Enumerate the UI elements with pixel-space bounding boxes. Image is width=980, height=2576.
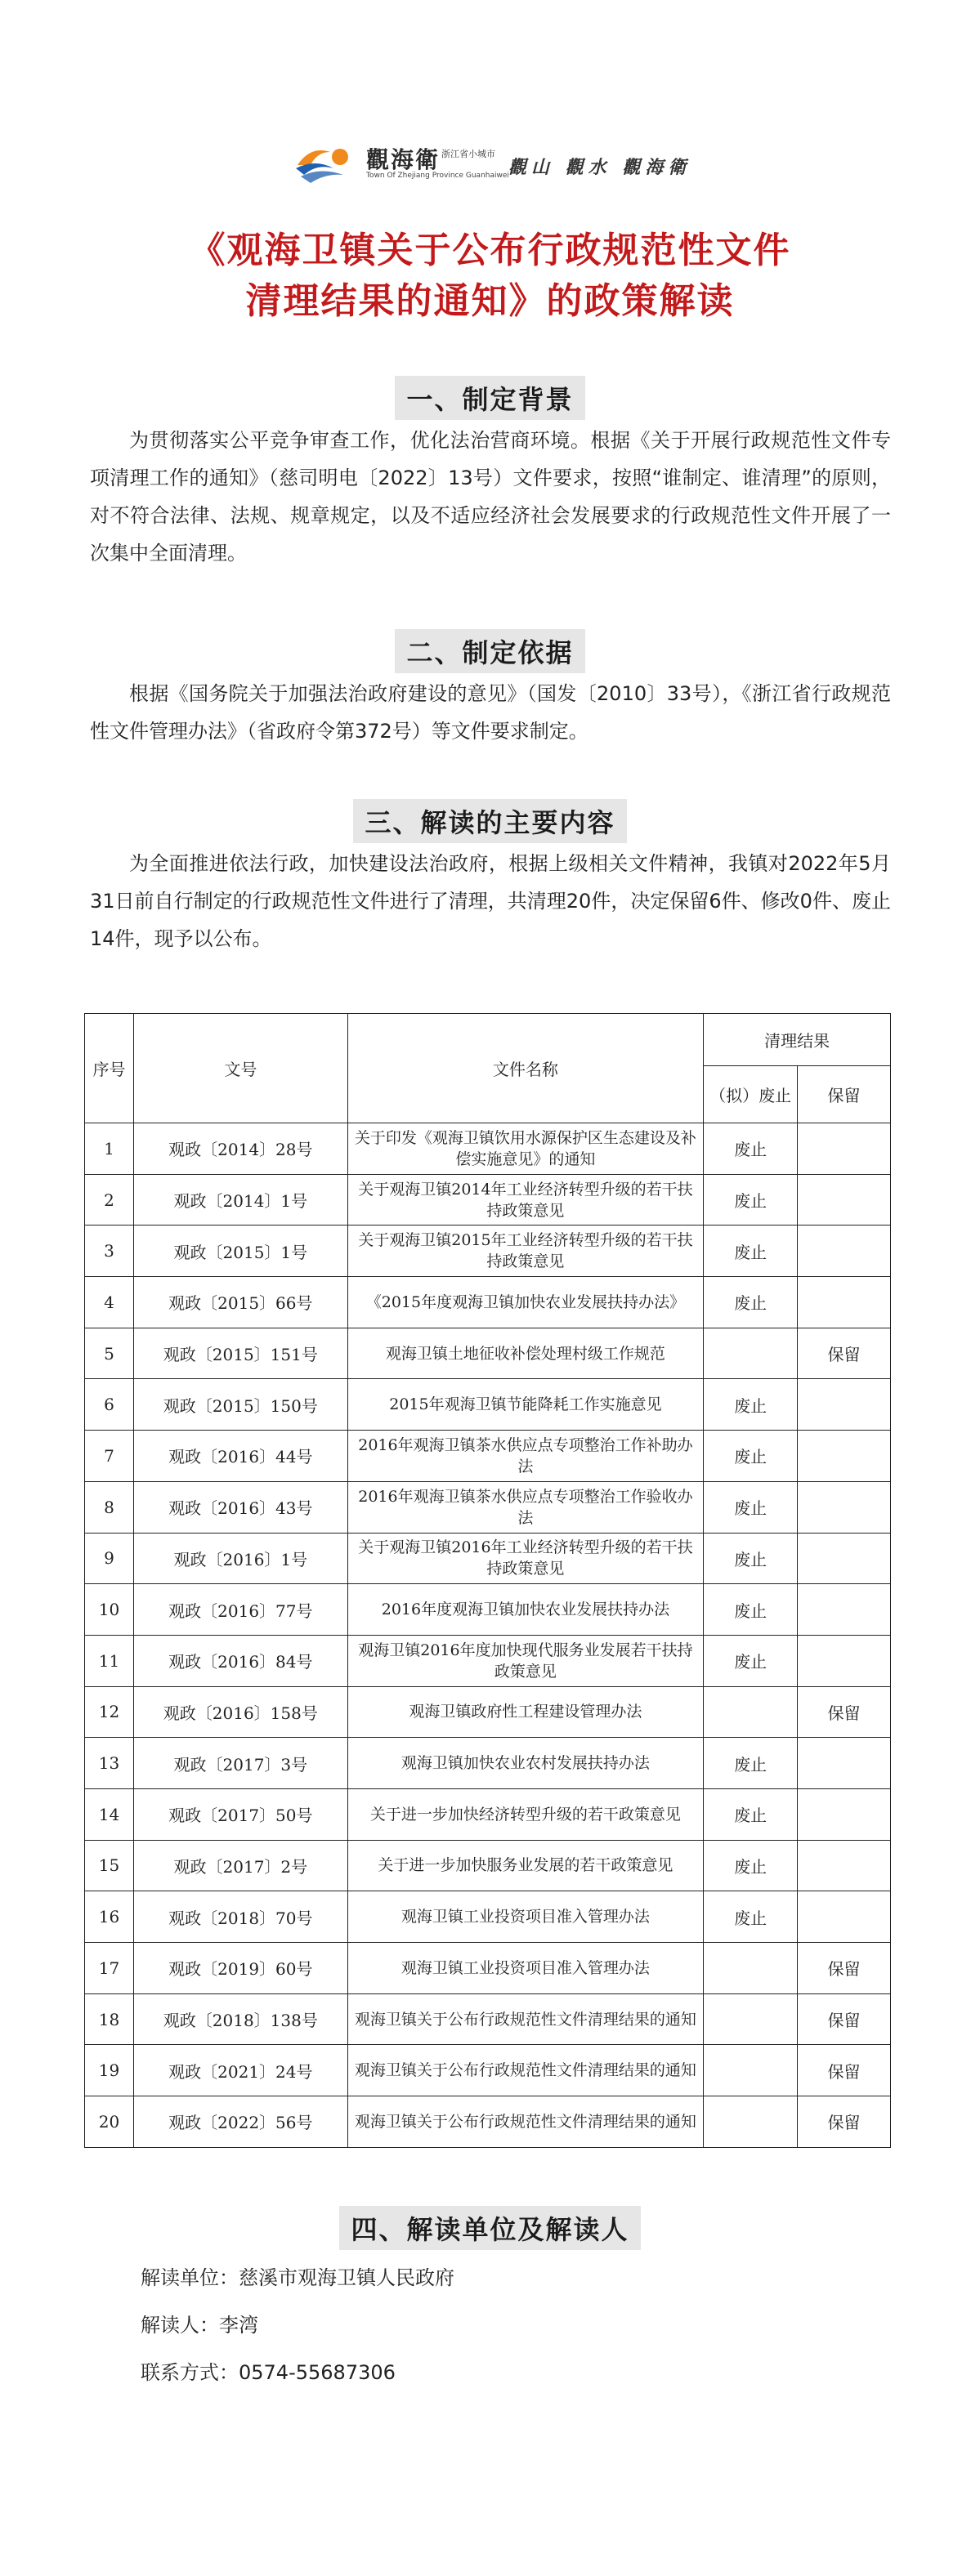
table-row [85,1379,891,1431]
table-row [85,1891,891,1943]
page-title-line1: 《观海卫镇关于公布行政规范性文件 [189,230,791,271]
cleanup-results-table [84,1013,891,2148]
row-abolish: 废止 [704,1533,798,1584]
row-no: 13 [85,1738,134,1789]
logo-bar [0,131,980,196]
row-file-name: 关于观海卫镇2015年工业经济转型升级的若干扶持政策意见 [347,1225,703,1277]
table-row [85,1993,891,2045]
row-doc-number: 观政〔2019〕60号 [133,1943,347,1994]
row-file-name: 2016年观海卫镇茶水供应点专项整治工作验收办法 [347,1481,703,1533]
table-row [85,1225,891,1277]
row-doc-number: 观政〔2016〕43号 [133,1481,347,1533]
row-keep [798,1431,891,1482]
row-no: 7 [85,1431,134,1482]
row-abolish: 废止 [704,1840,798,1891]
row-no: 8 [85,1481,134,1533]
row-abolish [704,2096,798,2148]
row-no: 20 [85,2096,134,2148]
row-file-name: 《2015年度观海卫镇加快农业发展扶持办法》 [347,1277,703,1328]
row-abolish: 废止 [704,1635,798,1686]
row-abolish: 废止 [704,1584,798,1636]
row-keep [798,1738,891,1789]
row-abolish: 废止 [704,1481,798,1533]
row-no: 18 [85,1993,134,2045]
row-keep: 保留 [798,2045,891,2096]
row-file-name: 观海卫镇关于公布行政规范性文件清理结果的通知 [347,2045,703,2096]
row-keep [798,1277,891,1328]
row-file-name: 观海卫镇加快农业农村发展扶持办法 [347,1738,703,1789]
row-keep: 保留 [798,1686,891,1738]
row-abolish: 废止 [704,1277,798,1328]
row-keep: 保留 [798,1328,891,1379]
table-row [85,1635,891,1686]
row-no: 16 [85,1891,134,1943]
row-doc-number: 观政〔2016〕1号 [133,1533,347,1584]
row-doc-number: 观政〔2014〕28号 [133,1123,347,1175]
row-abolish: 废止 [704,1891,798,1943]
row-doc-number: 观政〔2015〕150号 [133,1379,347,1431]
table-row [85,1738,891,1789]
table-row [85,1328,891,1379]
table-row [85,1840,891,1891]
section-1-text: 为贯彻落实公平竞争审查工作，优化法治营商环境。根据《关于开展行政规范性文件专项清理工作的通知》（慈司明电〔2022〕13号）文件要求，按照“谁制定、谁清理”的原则，对不符合法律、法规、规章规定，以及不适应经济社会发展要求的行政规范性文件开展了一次集中全面清理。 [90,429,891,565]
row-no: 14 [85,1788,134,1840]
row-doc-number: 观政〔2018〕70号 [133,1891,347,1943]
slogan: 觀山 觀水 觀海衛 [508,157,691,178]
section-1-heading: 一、制定背景 [395,376,584,420]
row-no: 3 [85,1225,134,1277]
table-row [85,1584,891,1636]
town-logo-icon [293,141,358,186]
section-heading-interpreter [0,2206,980,2250]
row-abolish: 废止 [704,1379,798,1431]
row-abolish: 废止 [704,1123,798,1175]
row-doc-number: 观政〔2016〕158号 [133,1686,347,1738]
row-keep [798,1379,891,1431]
interpreter-person: 解读人：李湾 [141,2314,258,2337]
section-4-heading: 四、解读单位及解读人 [339,2206,640,2250]
interpreter-contact: 联系方式：0574-55687306 [141,2361,396,2384]
section-1-body [90,422,891,572]
row-file-name: 观海卫镇关于公布行政规范性文件清理结果的通知 [347,1993,703,2045]
row-file-name: 2016年度观海卫镇加快农业发展扶持办法 [347,1584,703,1636]
row-file-name: 2015年观海卫镇节能降耗工作实施意见 [347,1379,703,1431]
section-2-body [90,675,891,750]
row-keep [798,1840,891,1891]
row-no: 15 [85,1840,134,1891]
logo-name: 觀海衛 [366,146,441,173]
row-no: 12 [85,1686,134,1738]
row-no: 17 [85,1943,134,1994]
table-row [85,1788,891,1840]
table-row [85,2045,891,2096]
table-row [85,1431,891,1482]
row-file-name: 关于印发《观海卫镇饮用水源保护区生态建设及补偿实施意见》的通知 [347,1123,703,1175]
row-doc-number: 观政〔2015〕151号 [133,1328,347,1379]
header-keep: 保留 [798,1066,891,1123]
table-row [85,1481,891,1533]
section-3-text: 为全面推进依法行政，加快建设法治政府，根据上级相关文件精神，我镇对2022年5月31日前自行制定的行政规范性文件进行了清理，共清理20件，决定保留6件、修改0件、废止14件，现予以公布。 [90,852,891,950]
row-no: 5 [85,1328,134,1379]
row-file-name: 观海卫镇工业投资项目准入管理办法 [347,1891,703,1943]
row-abolish [704,2045,798,2096]
row-abolish [704,1993,798,2045]
header-doc-number: 文号 [133,1014,347,1123]
header-abolish: （拟）废止 [704,1066,798,1123]
table-row [85,1174,891,1225]
row-abolish [704,1328,798,1379]
section-heading-basis [0,629,980,673]
row-no: 4 [85,1277,134,1328]
row-keep: 保留 [798,1993,891,2045]
table-row [85,1123,891,1175]
row-file-name: 关于观海卫镇2016年工业经济转型升级的若干扶持政策意见 [347,1533,703,1584]
row-abolish: 废止 [704,1431,798,1482]
row-doc-number: 观政〔2017〕2号 [133,1840,347,1891]
row-file-name: 关于进一步加快经济转型升级的若干政策意见 [347,1788,703,1840]
row-keep [798,1225,891,1277]
row-keep [798,1788,891,1840]
row-no: 10 [85,1584,134,1636]
row-doc-number: 观政〔2018〕138号 [133,1993,347,2045]
row-doc-number: 观政〔2021〕24号 [133,2045,347,2096]
row-file-name: 观海卫镇政府性工程建设管理办法 [347,1686,703,1738]
section-3-body [90,845,891,958]
row-abolish: 废止 [704,1225,798,1277]
row-no: 6 [85,1379,134,1431]
section-2-text: 根据《国务院关于加强法治政府建设的意见》（国发〔2010〕33号），《浙江省行政规范性文件管理办法》（省政府令第372号）等文件要求制定。 [90,682,891,743]
row-doc-number: 观政〔2017〕3号 [133,1738,347,1789]
row-keep [798,1891,891,1943]
row-file-name: 观海卫镇2016年度加快现代服务业发展若干扶持政策意见 [347,1635,703,1686]
row-doc-number: 观政〔2014〕1号 [133,1174,347,1225]
row-keep: 保留 [798,1943,891,1994]
row-no: 11 [85,1635,134,1686]
row-file-name: 观海卫镇关于公布行政规范性文件清理结果的通知 [347,2096,703,2148]
row-keep [798,1635,891,1686]
row-keep [798,1174,891,1225]
row-keep [798,1123,891,1175]
table-row [85,1686,891,1738]
header-file-name: 文件名称 [347,1014,703,1123]
row-abolish [704,1943,798,1994]
row-doc-number: 观政〔2022〕56号 [133,2096,347,2148]
section-heading-content [0,799,980,843]
row-keep [798,1584,891,1636]
row-no: 19 [85,2045,134,2096]
page-title-line2: 清理结果的通知》的政策解读 [245,280,735,322]
row-abolish [704,1686,798,1738]
row-keep: 保留 [798,2096,891,2148]
table-row [85,1943,891,1994]
section-heading-background [0,376,980,420]
table-row [85,1277,891,1328]
row-file-name: 2016年观海卫镇茶水供应点专项整治工作补助办法 [347,1431,703,1482]
header-result: 清理结果 [704,1014,891,1066]
row-doc-number: 观政〔2015〕1号 [133,1225,347,1277]
row-abolish: 废止 [704,1174,798,1225]
row-abolish: 废止 [704,1738,798,1789]
row-file-name: 关于观海卫镇2014年工业经济转型升级的若干扶持政策意见 [347,1174,703,1225]
row-file-name: 关于进一步加快服务业发展的若干政策意见 [347,1840,703,1891]
interpreter-unit: 解读单位：慈溪市观海卫镇人民政府 [141,2266,454,2289]
header-no: 序号 [85,1014,134,1123]
row-no: 2 [85,1174,134,1225]
row-doc-number: 观政〔2017〕50号 [133,1788,347,1840]
row-keep [798,1533,891,1584]
table-row [85,2096,891,2148]
logo-tag: 浙江省小城市 [441,150,495,159]
row-no: 1 [85,1123,134,1175]
section-2-heading: 二、制定依据 [395,629,584,673]
row-doc-number: 观政〔2016〕44号 [133,1431,347,1482]
row-file-name: 观海卫镇土地征收补偿处理村级工作规范 [347,1328,703,1379]
table-row [85,1533,891,1584]
logo-subtitle: Town Of Zhejiang Province Guanhaiwei [366,172,509,180]
section-3-heading: 三、解读的主要内容 [353,799,626,843]
row-doc-number: 观政〔2016〕77号 [133,1584,347,1636]
row-doc-number: 观政〔2016〕84号 [133,1635,347,1686]
row-no: 9 [85,1533,134,1584]
row-abolish: 废止 [704,1788,798,1840]
row-doc-number: 观政〔2015〕66号 [133,1277,347,1328]
row-file-name: 观海卫镇工业投资项目准入管理办法 [347,1943,703,1994]
row-keep [798,1481,891,1533]
